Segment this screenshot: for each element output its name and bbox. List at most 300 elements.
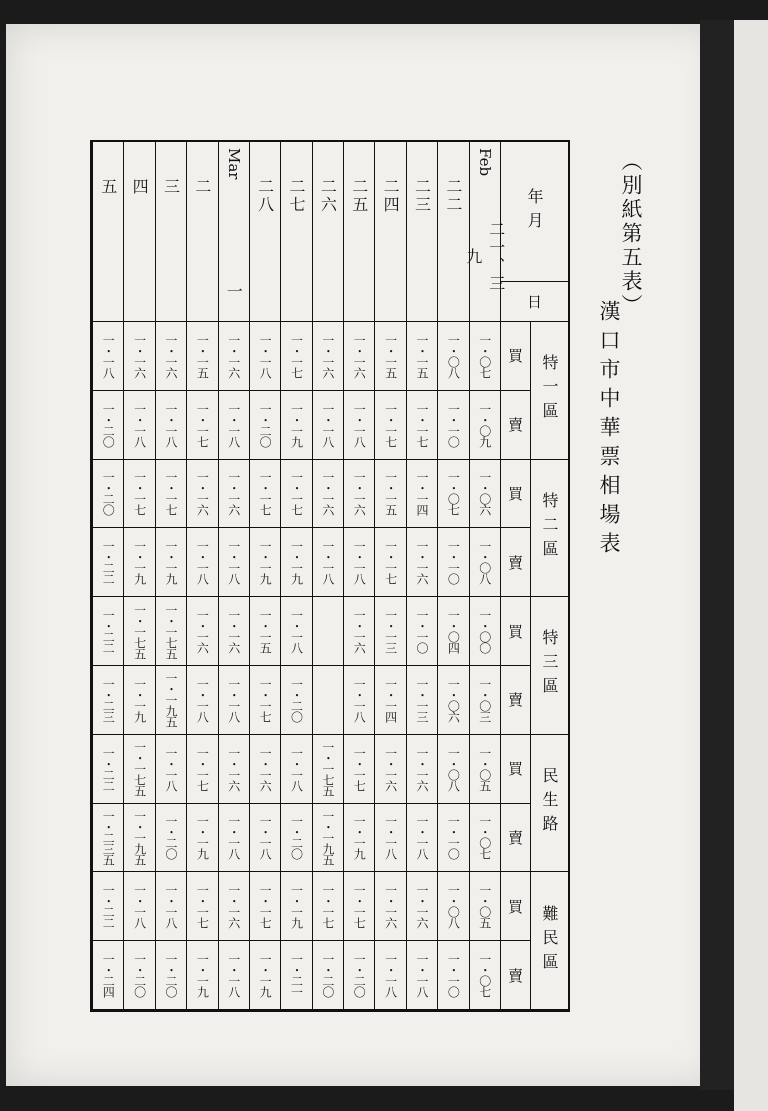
rate-cell-text: 一・一七 — [289, 471, 304, 516]
rate-cell — [123, 597, 154, 666]
rate-cell-text: 一・一八 — [258, 815, 273, 860]
rate-cell — [92, 735, 123, 804]
district-header — [530, 872, 568, 1010]
rate-cell-text: 一・一八 — [226, 402, 241, 447]
rate-cell-text: 一・一九五 — [163, 672, 178, 728]
rate-cell — [218, 804, 249, 873]
date-cell-text: 二一、三九 — [463, 220, 506, 293]
rate-cell — [280, 460, 311, 529]
rate-cell — [343, 322, 374, 391]
rate-cell-text: 一・一八 — [289, 746, 304, 791]
rate-cell-text: 一・一六 — [226, 746, 241, 791]
date-cell-text: 二 — [192, 178, 212, 196]
rate-cell-text: 一・一八 — [132, 402, 147, 447]
sub-header-buy-text: 買 — [506, 623, 524, 639]
rate-cell-text: 一・一六 — [383, 884, 398, 929]
rate-cell-text: 一・二〇 — [163, 815, 178, 860]
district-header — [530, 597, 568, 735]
rate-cell-text: 一・一八 — [415, 815, 430, 860]
rate-cell-text: 一・一六 — [352, 471, 367, 516]
date-cell-text: 三 — [161, 178, 181, 196]
rate-cell-text: 一・一九 — [132, 540, 147, 585]
rate-cell-text: 一・〇〇 — [477, 609, 492, 654]
rate-cell — [123, 941, 154, 1010]
rate-cell — [312, 735, 343, 804]
rate-cell-text: 一・〇三 — [477, 677, 492, 722]
rate-cell — [374, 391, 405, 460]
rate-cell-text: 一・一八 — [132, 884, 147, 929]
rate-cell-text: 一・一八 — [226, 677, 241, 722]
district-header-text: 特三區 — [540, 629, 559, 702]
rate-cell-text: 一・一四 — [415, 471, 430, 516]
rate-cell-text: 一・二〇 — [101, 402, 116, 447]
rate-cell — [280, 666, 311, 735]
rate-cell — [186, 666, 217, 735]
date-cell-text: 二五 — [349, 178, 369, 214]
rate-cell-text: 一・一三 — [415, 677, 430, 722]
rate-cell — [186, 872, 217, 941]
rate-cell-text: 一・一六 — [415, 540, 430, 585]
date-cell — [312, 142, 343, 322]
rate-cell-text: 一・一七 — [415, 402, 430, 447]
rate-cell — [249, 804, 280, 873]
rate-cell — [374, 941, 405, 1010]
rate-cell-text: 一・〇八 — [446, 333, 461, 378]
rate-cell-text: 一・一六 — [195, 471, 210, 516]
rate-cell — [92, 391, 123, 460]
sub-header-buy — [500, 872, 530, 941]
sub-header-sell — [500, 941, 530, 1010]
date-cell — [155, 142, 186, 322]
date-cell — [463, 142, 506, 322]
district-header — [530, 735, 568, 873]
rate-cell-text: 一・一九 — [258, 953, 273, 998]
rate-cell-text: 一・一七 — [258, 677, 273, 722]
rate-cell-text: 一・一六 — [226, 609, 241, 654]
rate-cell-text: 一・一八 — [226, 540, 241, 585]
district-header-text: 特二區 — [540, 491, 559, 564]
rate-cell — [218, 872, 249, 941]
rate-cell-text: 一・〇八 — [446, 884, 461, 929]
rate-cell-text: 一・一七五 — [320, 741, 335, 797]
rate-cell — [155, 666, 186, 735]
rate-cell — [406, 528, 437, 597]
rate-cell — [343, 460, 374, 529]
rate-cell-text: 一・一七 — [132, 471, 147, 516]
rate-cell — [406, 391, 437, 460]
district-header-text: 民生路 — [540, 767, 559, 840]
rate-cell — [437, 528, 468, 597]
rate-cell-text: 一・一八 — [383, 953, 398, 998]
rate-cell-text: 一・二〇 — [289, 815, 304, 860]
rate-cell — [437, 391, 468, 460]
rate-cell — [374, 804, 405, 873]
rate-cell-text: 一・一九 — [289, 402, 304, 447]
exchange-rate-table — [90, 140, 570, 1012]
rate-cell-text: 一・一六 — [352, 333, 367, 378]
sub-header-sell-text: 賣 — [506, 417, 524, 433]
rate-cell-text: 一・一三 — [383, 609, 398, 654]
rate-cell — [155, 528, 186, 597]
rate-cell — [374, 322, 405, 391]
rate-cell-text: 一・一七五 — [132, 603, 147, 659]
page-title: 漢口市中華票相場表 — [597, 300, 621, 561]
rate-cell — [123, 391, 154, 460]
rate-cell — [186, 322, 217, 391]
rate-cell — [469, 666, 500, 735]
rate-cell-text: 一・〇八 — [477, 540, 492, 585]
rate-cell-text: 一・一八 — [226, 815, 241, 860]
rate-cell — [92, 597, 123, 666]
rate-cell — [249, 391, 280, 460]
rate-cell — [406, 872, 437, 941]
rate-cell-text: 一・一八 — [352, 677, 367, 722]
rate-cell-text: 一・一六 — [320, 471, 335, 516]
header-day-text: 日 — [525, 294, 543, 309]
rate-cell — [155, 941, 186, 1010]
sub-header-buy — [500, 597, 530, 666]
date-cell — [123, 142, 154, 322]
header-year-month-text: 年月 — [525, 187, 544, 236]
rate-cell-text: 一・一七 — [289, 333, 304, 378]
rate-cell-text: 一・一七五 — [163, 603, 178, 659]
rate-cell — [406, 804, 437, 873]
date-cell-text: 五 — [98, 178, 118, 196]
rate-cell — [186, 528, 217, 597]
rate-cell — [186, 391, 217, 460]
date-cell — [406, 142, 437, 322]
date-cell-text: 二三 — [412, 178, 432, 214]
rate-cell — [155, 391, 186, 460]
rate-cell — [406, 941, 437, 1010]
date-cell — [186, 142, 217, 322]
rate-cell-text: 一・一七 — [195, 884, 210, 929]
rate-cell — [218, 528, 249, 597]
rate-cell-text: 一・一六 — [226, 333, 241, 378]
rate-cell — [249, 872, 280, 941]
rate-cell-text: 一・一八 — [163, 746, 178, 791]
date-cell-text: 二八 — [255, 178, 275, 214]
sub-header-sell — [500, 391, 530, 460]
rate-cell-text: 一・一六 — [258, 746, 273, 791]
rate-cell — [312, 391, 343, 460]
rate-cell — [280, 322, 311, 391]
rate-cell — [312, 460, 343, 529]
rate-cell — [218, 460, 249, 529]
rate-cell-text: 一・〇四 — [446, 609, 461, 654]
rate-cell-text: 一・一七 — [383, 540, 398, 585]
rate-cell — [469, 597, 500, 666]
sub-header-sell — [500, 804, 530, 873]
rate-cell-text: 一・一六 — [226, 884, 241, 929]
rate-cell-text: 一・一七 — [195, 746, 210, 791]
date-cell — [280, 142, 311, 322]
rate-cell-text: 一・一八 — [258, 333, 273, 378]
rate-cell — [469, 528, 500, 597]
rate-cell-text: 一・一八 — [352, 402, 367, 447]
rate-cell — [469, 872, 500, 941]
rate-cell-text: 一・一九 — [289, 884, 304, 929]
month-label: Feb — [475, 148, 494, 177]
sub-header-sell-text: 賣 — [506, 554, 524, 570]
rate-cell-text: 一・一五 — [383, 471, 398, 516]
rate-cell — [123, 666, 154, 735]
rate-cell-text: 一・一七 — [352, 884, 367, 929]
rate-cell — [343, 804, 374, 873]
rate-cell-text: 一・二〇 — [163, 953, 178, 998]
sub-header-sell-text: 賣 — [506, 692, 524, 708]
rate-cell-text: 一・一八 — [320, 540, 335, 585]
rate-cell-text: 一・一九 — [163, 540, 178, 585]
rate-cell — [437, 460, 468, 529]
rate-cell-text: 一・一六 — [415, 884, 430, 929]
rate-cell-text: 一・一九 — [289, 540, 304, 585]
rate-cell-text: 一・二一 — [289, 953, 304, 998]
rate-cell — [123, 322, 154, 391]
rate-cell-text: 一・一六 — [195, 609, 210, 654]
rate-cell-text: 一・一八 — [289, 609, 304, 654]
rate-cell — [92, 804, 123, 873]
rate-cell-text: 一・一九 — [195, 953, 210, 998]
rate-cell — [343, 941, 374, 1010]
rate-cell — [343, 528, 374, 597]
rate-cell — [312, 941, 343, 1010]
rate-cell — [123, 528, 154, 597]
rate-cell-text: 一・一〇 — [446, 815, 461, 860]
rate-cell-text: 一・一六 — [163, 333, 178, 378]
rate-cell — [218, 941, 249, 1010]
rate-cell-text: 一・一八 — [415, 953, 430, 998]
rate-cell — [155, 804, 186, 873]
rate-cell — [406, 735, 437, 804]
rate-cell — [249, 322, 280, 391]
rate-cell — [155, 322, 186, 391]
rate-cell — [437, 872, 468, 941]
header-year-month — [500, 142, 568, 282]
rate-cell — [218, 322, 249, 391]
rate-cell — [92, 460, 123, 529]
rate-cell-text: 一・一九 — [195, 815, 210, 860]
rate-cell — [312, 666, 343, 735]
rate-cell-text: 一・一五 — [383, 333, 398, 378]
rate-cell-text: 一・一九 — [258, 540, 273, 585]
sub-header-buy-text: 買 — [506, 348, 524, 364]
rate-cell-text: 一・一七 — [383, 402, 398, 447]
sub-header-buy — [500, 735, 530, 804]
date-cell — [437, 142, 468, 322]
date-cell — [92, 142, 123, 322]
date-cell — [249, 142, 280, 322]
sub-header-buy-text: 買 — [506, 898, 524, 914]
rate-cell-text: 一・一六 — [226, 471, 241, 516]
rate-cell-text: 一・一〇 — [446, 402, 461, 447]
rate-cell — [406, 322, 437, 391]
rate-cell-text: 一・二三 — [101, 677, 116, 722]
sub-header-buy — [500, 460, 530, 529]
date-cell-text: 四 — [130, 178, 150, 196]
rate-cell-text: 一・二〇 — [258, 402, 273, 447]
rate-cell — [280, 804, 311, 873]
rate-cell-text: 一・〇八 — [446, 746, 461, 791]
rate-cell-text: 一・〇九 — [477, 402, 492, 447]
book-spine — [700, 20, 734, 1090]
rate-cell — [312, 597, 343, 666]
rate-cell-text: 一・一六 — [383, 746, 398, 791]
rate-cell — [218, 597, 249, 666]
sub-header-sell-text: 賣 — [506, 829, 524, 845]
rate-cell — [280, 872, 311, 941]
rate-cell — [123, 735, 154, 804]
rate-cell — [249, 735, 280, 804]
rate-cell — [155, 872, 186, 941]
rate-cell-text: 一・一八 — [101, 333, 116, 378]
rate-cell — [249, 528, 280, 597]
date-cell — [343, 142, 374, 322]
rate-cell — [155, 597, 186, 666]
rate-cell-text: 一・二二 — [101, 540, 116, 585]
date-cell-text: 二六 — [318, 178, 338, 214]
date-cell — [218, 142, 249, 322]
rate-cell — [155, 460, 186, 529]
rate-cell-text: 一・二〇 — [320, 953, 335, 998]
rate-cell — [92, 528, 123, 597]
rate-cell-text: 一・〇七 — [477, 815, 492, 860]
rate-cell-text: 一・二三五 — [101, 809, 116, 865]
district-header — [530, 460, 568, 598]
rate-cell-text: 一・一八 — [320, 402, 335, 447]
rate-cell — [186, 735, 217, 804]
rate-cell — [280, 735, 311, 804]
rate-cell — [155, 735, 186, 804]
rate-cell-text: 一・二〇 — [352, 953, 367, 998]
rate-cell — [469, 941, 500, 1010]
rate-cell — [469, 322, 500, 391]
rate-cell — [437, 322, 468, 391]
rate-cell — [343, 666, 374, 735]
rate-cell-text: 一・一七五 — [132, 741, 147, 797]
rate-cell-text: 一・一〇 — [415, 609, 430, 654]
rate-cell — [469, 460, 500, 529]
date-cell-text: 二二 — [443, 178, 463, 214]
rate-cell-text: 一・一八 — [226, 953, 241, 998]
rate-cell — [469, 735, 500, 804]
rate-cell — [218, 666, 249, 735]
date-cell-text: 一 — [224, 283, 244, 301]
rate-cell — [249, 666, 280, 735]
rate-cell — [280, 941, 311, 1010]
sub-header-sell — [500, 528, 530, 597]
sub-header-buy-text: 買 — [506, 485, 524, 501]
rate-cell — [437, 941, 468, 1010]
rate-cell-text: 一・〇五 — [477, 746, 492, 791]
rate-cell-text: 一・二四 — [101, 953, 116, 998]
rate-cell-text: 一・〇七 — [446, 471, 461, 516]
rate-cell-text: 一・二〇 — [132, 953, 147, 998]
rate-cell — [92, 322, 123, 391]
rate-cell — [406, 666, 437, 735]
rate-cell — [92, 941, 123, 1010]
date-cell-text: 二七 — [286, 178, 306, 214]
rate-cell-text: 一・一七 — [258, 884, 273, 929]
rate-cell-text: 一・一八 — [195, 540, 210, 585]
rate-cell — [280, 391, 311, 460]
rate-cell — [249, 597, 280, 666]
sub-header-buy — [500, 322, 530, 391]
rate-cell — [312, 872, 343, 941]
rate-cell-text: 一・一七 — [320, 884, 335, 929]
rate-cell — [343, 872, 374, 941]
rate-cell-text: 一・一八 — [352, 540, 367, 585]
rate-cell-text: 一・〇六 — [477, 471, 492, 516]
rate-cell-text: 一・一五 — [258, 609, 273, 654]
rate-cell — [186, 941, 217, 1010]
sub-header-sell-text: 賣 — [506, 967, 524, 983]
rate-cell — [218, 391, 249, 460]
rate-cell — [469, 391, 500, 460]
rate-cell-text: 一・一七 — [352, 746, 367, 791]
rate-cell-text: 一・一八 — [383, 815, 398, 860]
rate-cell — [249, 941, 280, 1010]
page-edge — [734, 20, 768, 1111]
rate-cell-text: 一・一九 — [352, 815, 367, 860]
rate-cell — [123, 804, 154, 873]
rate-cell — [186, 460, 217, 529]
date-cell — [374, 142, 405, 322]
rate-cell — [312, 528, 343, 597]
header-day — [500, 282, 568, 322]
rate-cell — [437, 735, 468, 804]
district-header-text: 難民區 — [540, 904, 559, 977]
rate-cell — [186, 597, 217, 666]
rate-cell — [186, 804, 217, 873]
rate-cell-text: 一・一〇 — [446, 540, 461, 585]
rate-cell — [374, 597, 405, 666]
rate-cell — [92, 666, 123, 735]
rate-cell-text: 一・一九五 — [320, 809, 335, 865]
rate-cell-text: 一・一五 — [195, 333, 210, 378]
rate-cell — [374, 872, 405, 941]
rate-cell-text: 一・一八 — [163, 884, 178, 929]
rate-cell-text: 一・〇七 — [477, 333, 492, 378]
month-label: Mar — [224, 148, 243, 180]
rate-cell-text: 一・一七 — [258, 471, 273, 516]
sub-header-sell — [500, 666, 530, 735]
rate-cell-text: 一・一六 — [352, 609, 367, 654]
rate-cell-text: 一・〇七 — [477, 953, 492, 998]
rate-cell — [343, 391, 374, 460]
date-cell-text: 二四 — [381, 178, 401, 214]
rate-cell-text: 一・一六 — [132, 333, 147, 378]
rate-cell — [343, 735, 374, 804]
rate-cell-text: 一・一五 — [415, 333, 430, 378]
rate-cell-text: 一・一六 — [320, 333, 335, 378]
rate-cell-text: 一・二二 — [101, 884, 116, 929]
rate-cell — [406, 460, 437, 529]
rate-cell — [123, 460, 154, 529]
district-header-text: 特一區 — [540, 354, 559, 427]
rate-cell-text: 一・一〇 — [446, 953, 461, 998]
rate-cell-text: 一・一七 — [163, 471, 178, 516]
rate-cell-text: 一・二〇 — [289, 677, 304, 722]
table-caption: （別紙第五表） — [619, 150, 643, 318]
district-header — [530, 322, 568, 460]
rate-cell-text: 一・一八 — [195, 677, 210, 722]
rate-cell-text: 一・〇五 — [477, 884, 492, 929]
rate-cell — [437, 804, 468, 873]
rate-cell-text: 一・一七 — [195, 402, 210, 447]
rate-cell — [374, 666, 405, 735]
rate-cell — [312, 804, 343, 873]
